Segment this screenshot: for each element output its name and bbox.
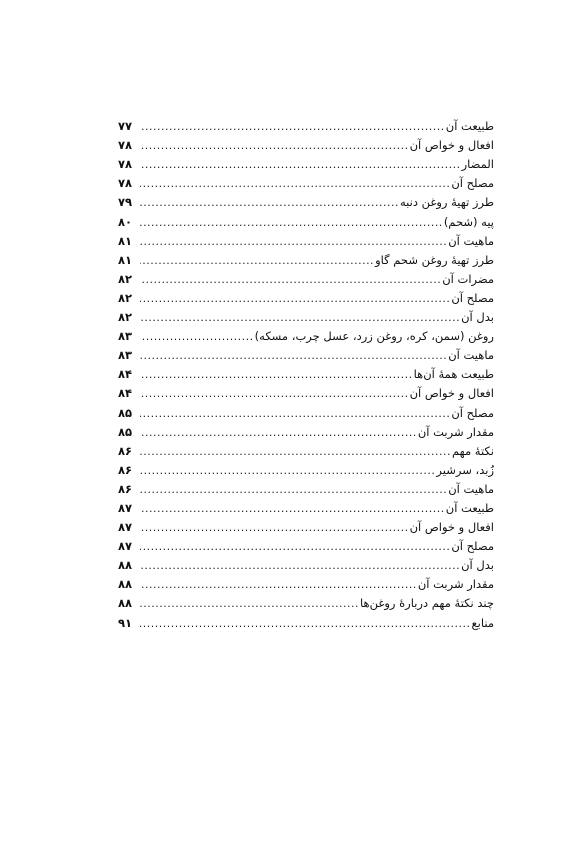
dot-leader	[140, 499, 445, 518]
dot-leader	[140, 575, 417, 594]
toc-entry-title: طرز تهیهٔ روغن دنبه	[400, 195, 494, 210]
toc-entry-page-number: ۸۱	[118, 252, 133, 267]
toc-entry-title: ماهیت آن	[448, 348, 494, 363]
toc-entry	[118, 461, 494, 480]
toc-entry-page-number: ۷۷	[118, 119, 133, 134]
dot-leader	[140, 423, 417, 442]
toc-entry-title: چند نکتهٔ مهم دربارهٔ روغن‌ها	[360, 596, 494, 611]
toc-entry-page-number: ۹۱	[118, 615, 133, 630]
toc-entry-page-number: ۷۹	[118, 195, 133, 210]
toc-entry-title: افعال و خواص آن	[409, 520, 494, 535]
toc-entry-title: منابع	[471, 615, 494, 630]
dot-leader	[140, 232, 447, 251]
toc-entry-page-number: ۸۳	[118, 348, 133, 363]
dot-leader	[140, 136, 409, 155]
toc-entry-page-number: ۸۷	[118, 539, 133, 554]
toc-entry-title: افعال و خواص آن	[409, 386, 494, 401]
dot-leader	[140, 404, 450, 423]
toc-entry-title: افعال و خواص آن	[409, 138, 494, 153]
toc-entry-title: روغن (سمن، کره، روغن زرد، عسل چرب، مسکه)	[254, 329, 494, 344]
table-of-contents	[118, 117, 494, 633]
toc-entry-title: مقدار شربت آن	[417, 577, 494, 592]
toc-entry-title: مصلح آن	[451, 405, 494, 420]
dot-leader	[140, 537, 450, 556]
toc-entry-page-number: ۸۴	[118, 386, 133, 401]
toc-entry	[118, 499, 494, 518]
toc-entry-page-number: ۸۷	[118, 520, 133, 535]
toc-entry-title: مقدار شربت آن	[417, 424, 494, 439]
toc-entry-page-number: ۸۸	[118, 577, 133, 592]
toc-entry-page-number: ۷۸	[118, 138, 133, 153]
toc-entry-page-number: ۸۱	[118, 233, 133, 248]
toc-entry	[118, 537, 494, 556]
toc-entry	[118, 174, 494, 193]
toc-entry	[118, 442, 494, 461]
toc-entry-title: مصلح آن	[451, 290, 494, 305]
dot-leader	[140, 308, 460, 327]
toc-entry-page-number: ۸۴	[118, 367, 133, 382]
toc-entry	[118, 308, 494, 327]
toc-entry-title: ماهیت آن	[448, 481, 494, 496]
toc-entry	[118, 289, 494, 308]
toc-entry-title: طرز تهیهٔ روغن شحم گاو	[375, 252, 494, 267]
dot-leader	[140, 174, 450, 193]
dot-leader	[140, 213, 443, 232]
toc-entry	[118, 423, 494, 442]
toc-entry-page-number: ۷۸	[118, 157, 133, 172]
toc-entry	[118, 232, 494, 251]
dot-leader	[140, 155, 461, 174]
toc-entry-page-number: ۸۶	[118, 462, 133, 477]
toc-entry	[118, 480, 494, 499]
toc-entry-title: بدل آن	[461, 558, 494, 573]
toc-entry-page-number: ۸۵	[118, 424, 133, 439]
dot-leader	[140, 117, 445, 136]
toc-entry	[118, 193, 494, 212]
dot-leader	[140, 346, 447, 365]
toc-entry	[118, 251, 494, 270]
toc-entry-title: ماهیت آن	[448, 233, 494, 248]
toc-entry-page-number: ۸۶	[118, 481, 133, 496]
toc-entry	[118, 327, 494, 346]
toc-entry-title: مصلح آن	[451, 176, 494, 191]
toc-entry	[118, 556, 494, 575]
toc-entry	[118, 403, 494, 422]
toc-entry-page-number: ۸۳	[118, 329, 133, 344]
dot-leader	[140, 193, 399, 212]
toc-entry-page-number: ۸۰	[118, 214, 133, 229]
dot-leader	[140, 327, 254, 346]
toc-entry	[118, 575, 494, 594]
toc-entry-page-number: ۸۷	[118, 500, 133, 515]
dot-leader	[140, 442, 451, 461]
dot-leader	[140, 614, 471, 633]
toc-entry-page-number: ۸۲	[118, 271, 133, 286]
toc-entry-title: نکتهٔ مهم	[452, 443, 494, 458]
toc-entry-title: مضرات آن	[442, 271, 494, 286]
toc-entry-page-number: ۸۲	[118, 290, 133, 305]
toc-entry-page-number: ۸۸	[118, 558, 133, 573]
toc-entry-title: طبیعت همهٔ آن‌ها	[413, 367, 494, 382]
toc-entry	[118, 384, 494, 403]
toc-entry-title: طبیعت آن	[445, 119, 494, 134]
toc-entry-title: مصلح آن	[451, 539, 494, 554]
toc-entry	[118, 136, 494, 155]
dot-leader	[140, 556, 460, 575]
dot-leader	[140, 480, 447, 499]
dot-leader	[140, 270, 441, 289]
dot-leader	[140, 594, 359, 613]
dot-leader	[140, 384, 409, 403]
dot-leader	[140, 289, 450, 308]
toc-entry	[118, 346, 494, 365]
toc-entry-page-number: ۸۲	[118, 310, 133, 325]
toc-entry	[118, 212, 494, 231]
dot-leader	[140, 518, 409, 537]
toc-entry	[118, 117, 494, 136]
toc-entry-page-number: ۸۸	[118, 596, 133, 611]
toc-entry	[118, 155, 494, 174]
toc-entry-page-number: ۸۶	[118, 443, 133, 458]
toc-entry	[118, 613, 494, 632]
toc-entry	[118, 594, 494, 613]
dot-leader	[140, 461, 435, 480]
toc-entry	[118, 518, 494, 537]
dot-leader	[140, 365, 413, 384]
toc-entry-title: المضار	[461, 157, 494, 172]
toc-entry	[118, 270, 494, 289]
toc-entry-title: بدل آن	[461, 310, 494, 325]
toc-entry-title: طبیعت آن	[445, 500, 494, 515]
toc-entry-title: پیه (شحم)	[443, 214, 494, 229]
toc-entry-page-number: ۷۸	[118, 176, 133, 191]
toc-entry-page-number: ۸۵	[118, 405, 133, 420]
dot-leader	[140, 251, 374, 270]
toc-entry	[118, 365, 494, 384]
toc-entry-title: زُبد، سرشیر	[436, 462, 494, 477]
